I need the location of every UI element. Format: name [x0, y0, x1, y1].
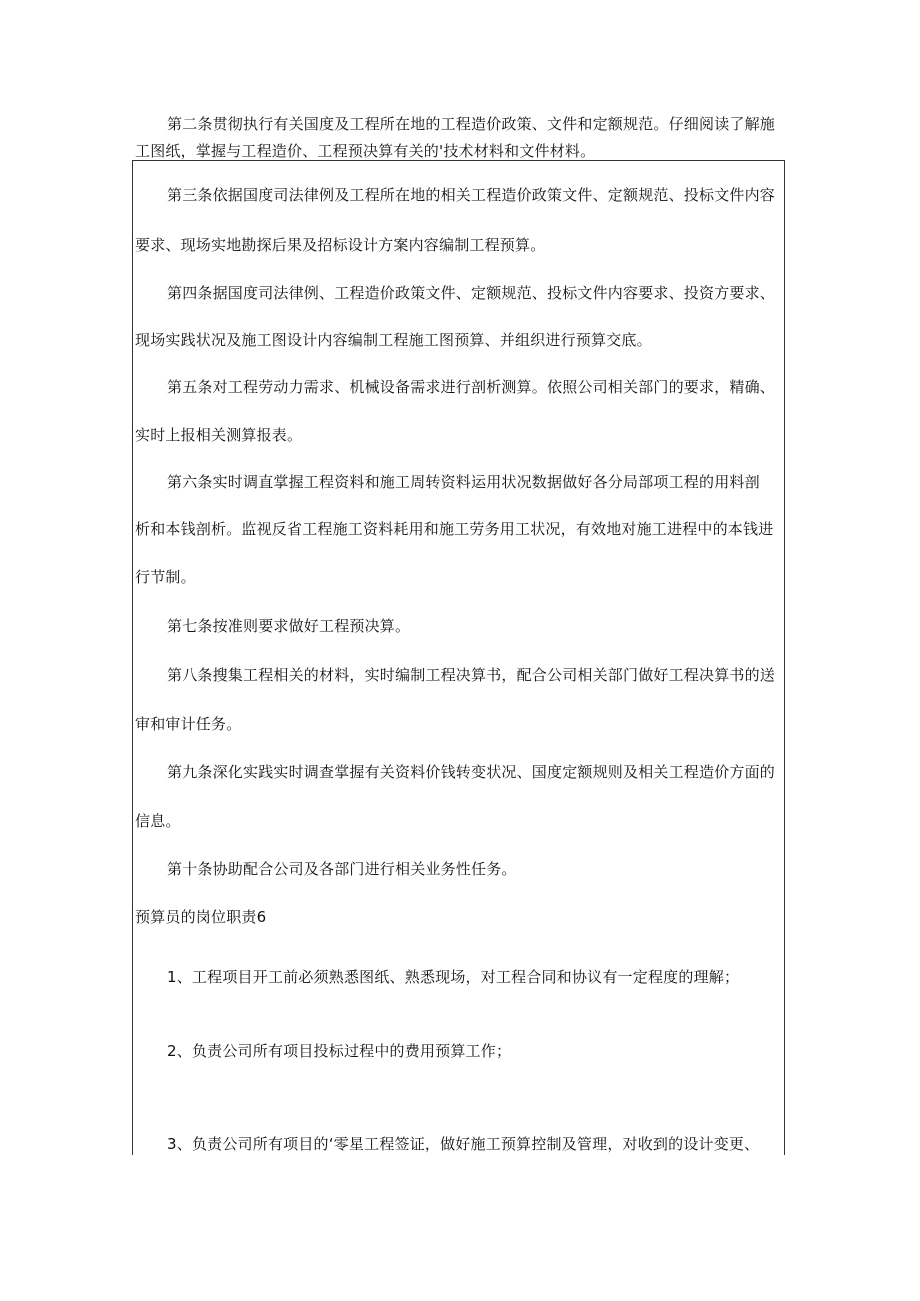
paragraph-line: 第三条依据国度司法律例及工程所在地的相关工程造价政策文件、定额规范、投标文件内容: [167, 186, 776, 204]
paragraph-line: 第二条贯彻执行有关国度及工程所在地的工程造价政策、文件和定额规范。仔细阅读了解施: [167, 115, 776, 133]
paragraph-line: 行节制。: [135, 568, 196, 586]
list-item: 1、工程项目开工前必须熟悉图纸、熟悉现场，对工程合同和协议有一定程度的理解；: [167, 968, 740, 986]
paragraph-line: 第四条据国度司法律例、工程造价政策文件、定额规范、投标文件内容要求、投资方要求、: [167, 284, 776, 302]
table-border: [132, 160, 785, 1155]
paragraph-line: 第九条深化实践实时调查掌握有关资料价钱转变状况、国度定额规则及相关工程造价方面的: [167, 763, 776, 781]
paragraph-line: 审和审计任务。: [135, 715, 242, 733]
paragraph-line: 第十条协助配合公司及各部门进行相关业务性任务。: [167, 860, 517, 878]
paragraph-line: 信息。: [135, 812, 181, 830]
section-heading: 预算员的岗位职责6: [135, 908, 267, 926]
paragraph-line: 第七条按准则要求做好工程预决算。: [167, 617, 411, 635]
list-item: 3、负责公司所有项目的‘零星工程签证，做好施工预算控制及管理，对收到的设计变更、: [167, 1135, 760, 1153]
list-item: 2、负责公司所有项目投标过程中的费用预算工作；: [167, 1042, 512, 1060]
paragraph-line: 工图纸，掌握与工程造价、工程预决算有关的'技术材料和文件材料。: [135, 142, 596, 160]
paragraph-line: 现场实践状况及施工图设计内容编制工程施工图预算、并组织进行预算交底。: [135, 331, 652, 349]
paragraph-line: 实时上报相关测算报表。: [135, 426, 303, 444]
paragraph-line: 第八条搜集工程相关的材料，实时编制工程决算书，配合公司相关部门做好工程决算书的送: [167, 666, 776, 684]
paragraph-line: 第六条实时调直掌握工程资料和施工周转资料运用状况数据做好各分局部项工程的用料剖: [167, 473, 760, 491]
paragraph-line: 析和本钱剖析。监视反省工程施工资料耗用和施工劳务用工状况，有效地对施工进程中的本钱进: [135, 520, 774, 538]
paragraph-line: 要求、现场实地勘探后果及招标设计方案内容编制工程预算。: [135, 236, 546, 254]
paragraph-line: 第五条对工程劳动力需求、机械设备需求进行剖析测算。依照公司相关部门的要求，精确、: [167, 378, 776, 396]
